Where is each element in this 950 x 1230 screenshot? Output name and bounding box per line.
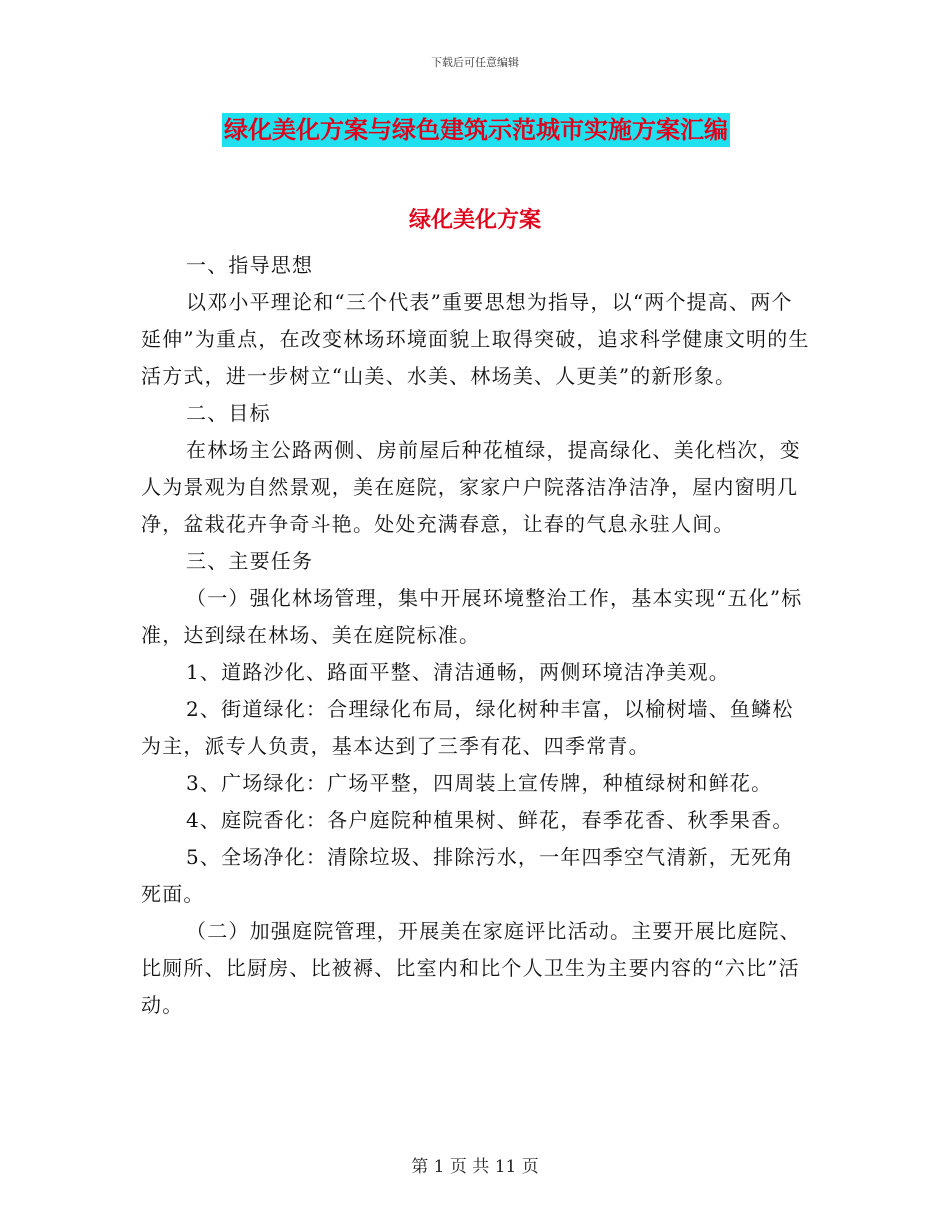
paragraph-guiding-ideology: 以邓小平理论和“三个代表”重要思想为指导，以“两个提高、两个延伸”为重点，在改变林场环境面貌上取得突破，追求科学健康文明的生活方式，进一步树立“山美、水美、林场美、人更美”的新形象。	[141, 290, 810, 388]
document-body	[141, 247, 811, 1024]
page-number: 第 1 页 共 11 页	[411, 1157, 539, 1177]
paragraph-task-1: （一）强化林场管理，集中开展环境整治工作，基本实现“五化”标准，达到绿在林场、美在庭院标准。	[141, 586, 803, 647]
list-item-roads: 1、道路沙化、路面平整、清洁通畅，两侧环境洁净美观。	[186, 660, 730, 684]
header-note: 下载后可任意编辑	[431, 56, 519, 69]
document-title: 绿化美化方案与绿色建筑示范城市实施方案汇编	[222, 113, 730, 147]
list-item-square: 3、广场绿化：广场平整，四周装上宣传牌，种植绿树和鲜花。	[186, 771, 773, 795]
heading-main-tasks: 三、主要任务	[186, 549, 314, 573]
heading-guiding-ideology: 一、指导思想	[186, 253, 314, 277]
section-title: 绿化美化方案	[408, 207, 541, 233]
list-item-courtyard: 4、庭院香化：各户庭院种植果树、鲜花，春季花香、秋季果香。	[186, 808, 794, 832]
paragraph-goals: 在林场主公路两侧、房前屋后种花植绿，提高绿化、美化档次，变人为景观为自然景观，美在庭院，家家户户院落洁净洁净，屋内窗明几净，盆栽花卉争奇斗艳。处处充满春意，让春的气息永驻人间。	[141, 438, 801, 536]
list-item-cleaning: 5、全场净化：清除垃圾、排除污水，一年四季空气清新，无死角死面。	[141, 845, 794, 906]
list-item-streets: 2、街道绿化：合理绿化布局，绿化树种丰富，以榆树墙、鱼鳞松为主，派专人负责，基本达到了三季有花、四季常青。	[141, 697, 794, 758]
heading-goals: 二、目标	[186, 401, 271, 425]
paragraph-task-2: （二）加强庭院管理，开展美在家庭评比活动。主要开展比庭院、比厕所、比厨房、比被褥、比室内和比个人卫生为主要内容的“六比”活动。	[141, 919, 801, 1017]
